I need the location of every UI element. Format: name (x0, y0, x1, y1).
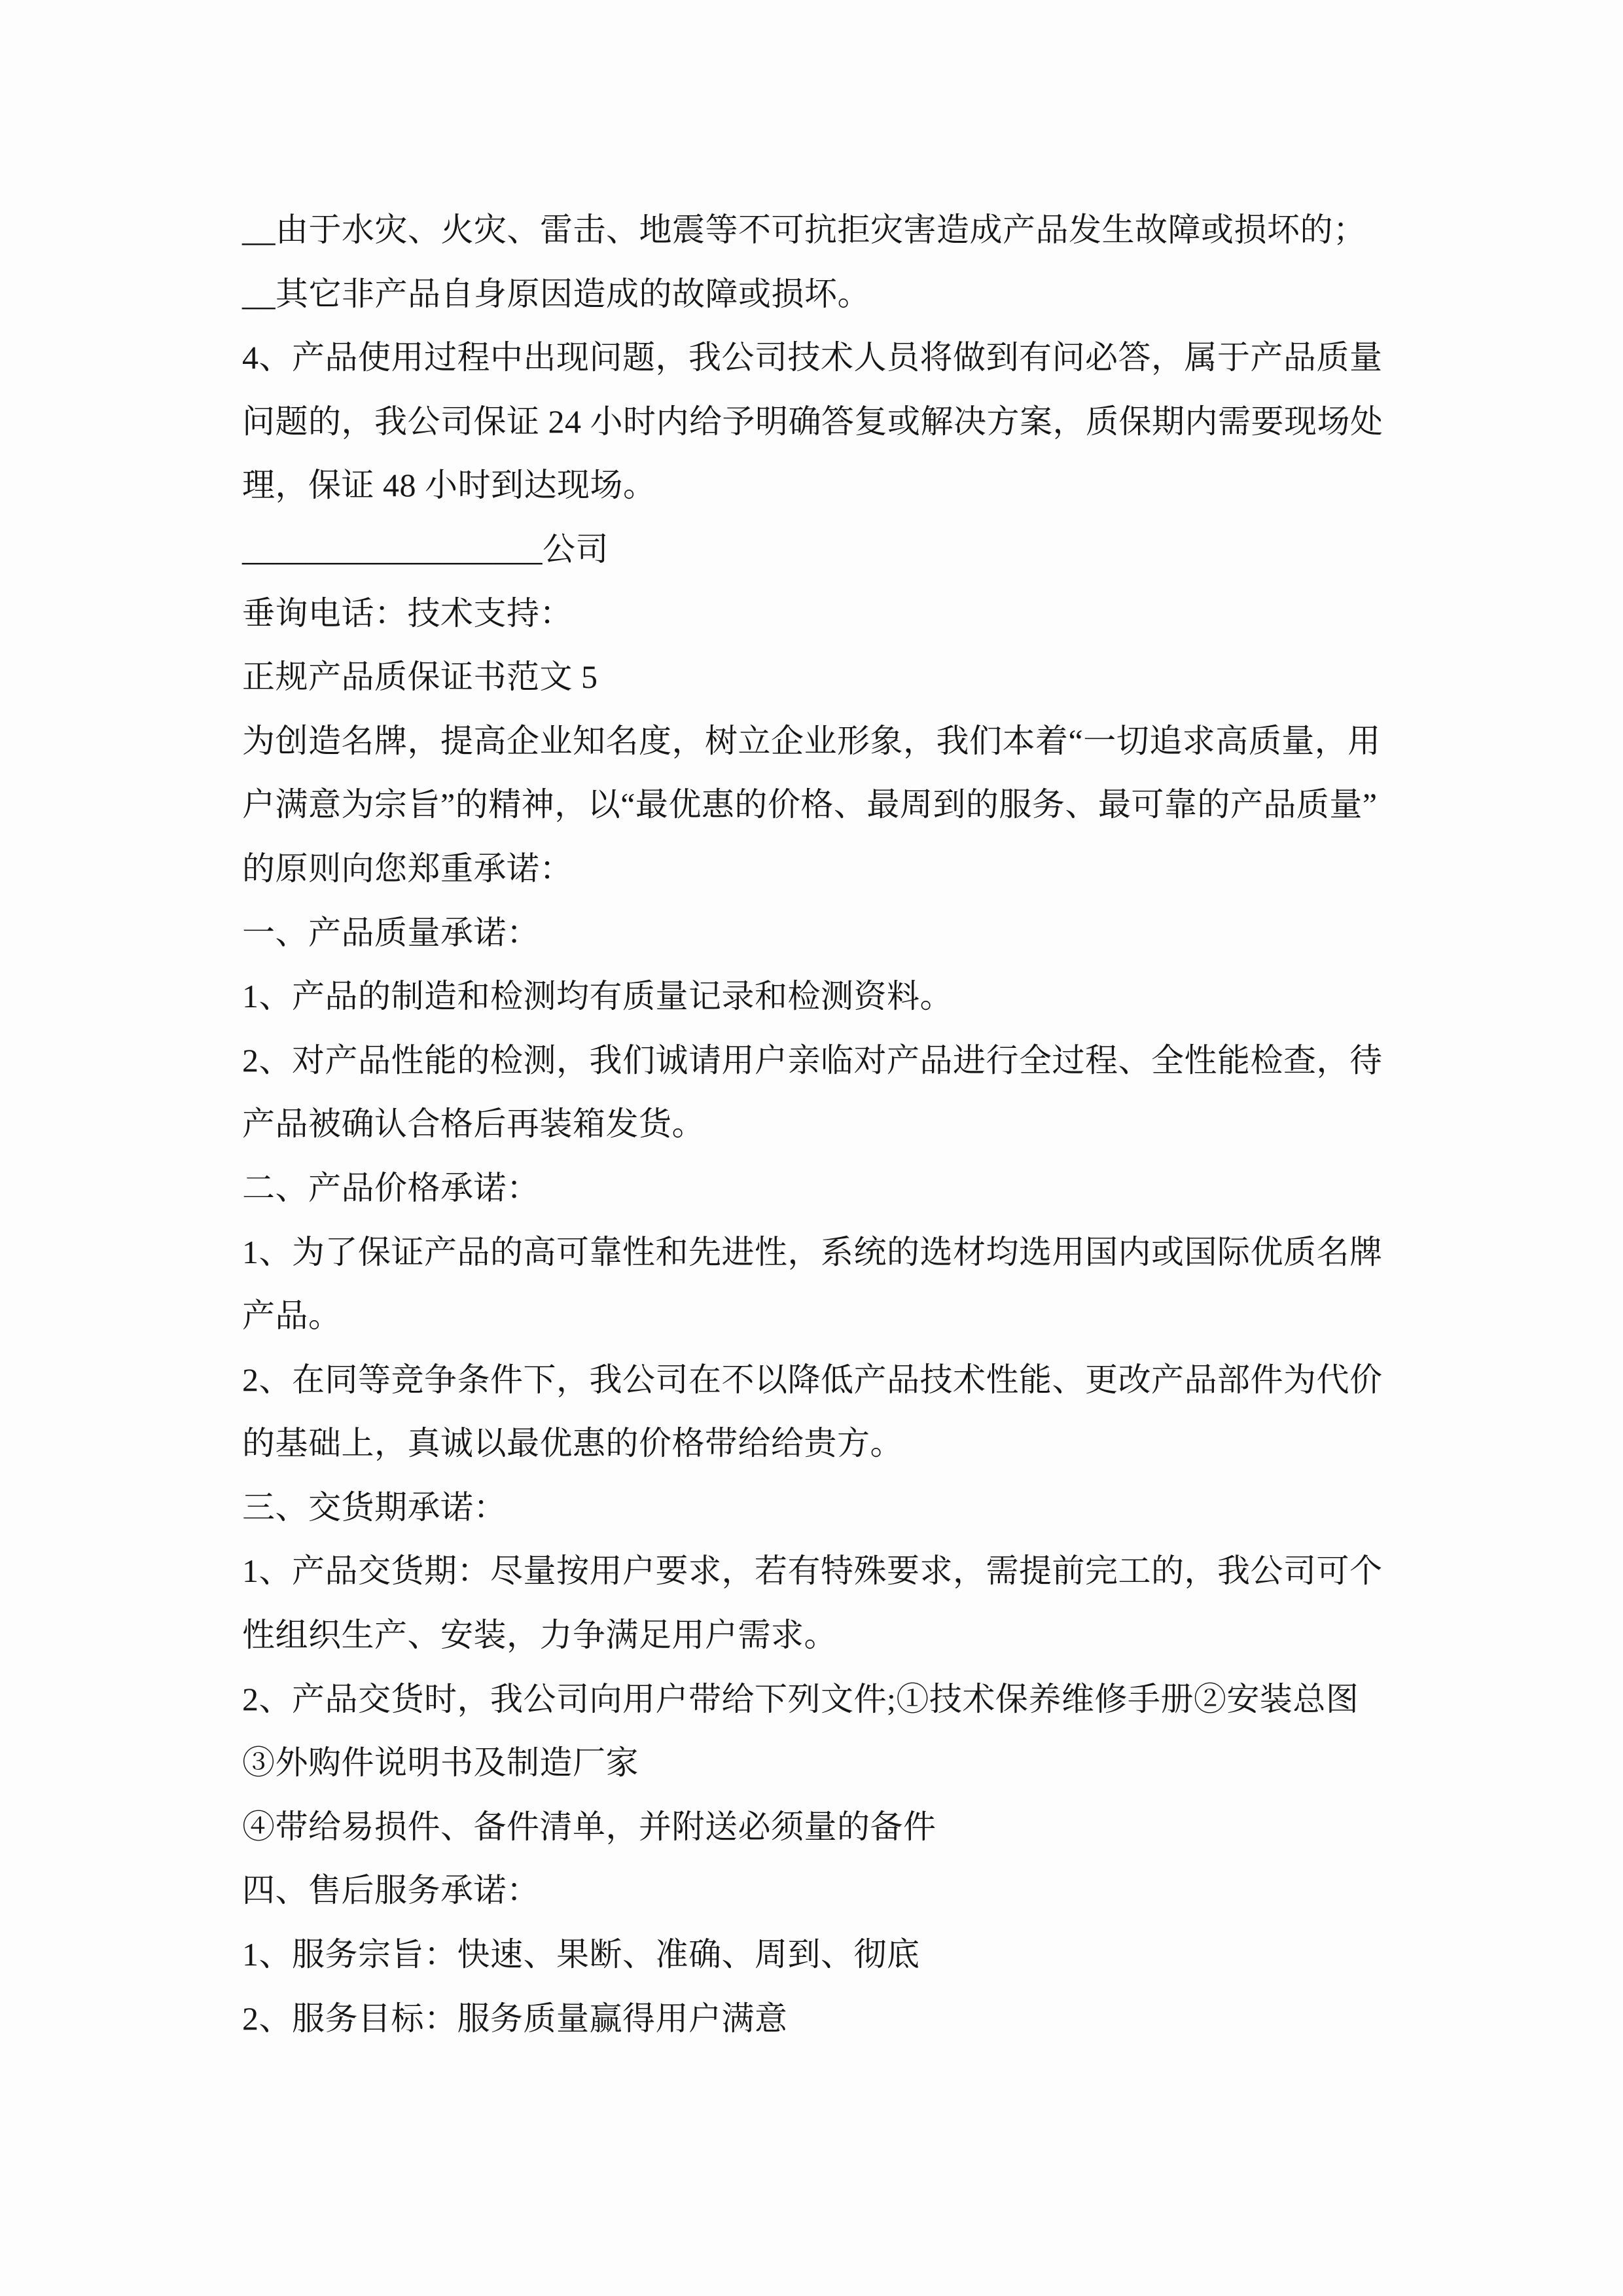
text-line-19: 2、在同等竞争条件下，我公司在不以降低产品技术性能、更改产品部件为代价 (242, 1361, 1383, 1398)
text-line-28: 1、服务宗旨：快速、果断、准确、周到、彻底 (242, 1936, 920, 1973)
text-line-21: 三、交货期承诺： (242, 1488, 507, 1526)
text-line-11: 的原则向您郑重承诺： (242, 850, 573, 887)
text-line-25: ③外购件说明书及制造厂家 (242, 1744, 639, 1782)
text-line-1: __由于水灾、火灾、雷击、地震等不可抗拒灾害造成产品发生故障或损坏的； (242, 211, 1366, 248)
text-line-12: 一、产品质量承诺： (242, 914, 540, 951)
text-line-16: 二、产品价格承诺： (242, 1169, 540, 1206)
text-line-10: 户满意为宗旨”的精神，以“最优惠的价格、最周到的服务、最可靠的产品质量” (242, 786, 1378, 823)
text-line-5: 理，保证 48 小时到达现场。 (242, 467, 656, 504)
text-line-2: __其它非产品自身原因造成的故障或损坏。 (242, 275, 870, 312)
text-line-14: 2、对产品性能的检测，我们诚请用户亲临对产品进行全过程、全性能检查，待 (242, 1041, 1383, 1079)
text-line-6: __________________公司 (242, 530, 609, 567)
text-line-9: 为创造名牌，提高企业知名度，树立企业形象，我们本着“一切追求高质量，用 (242, 722, 1381, 759)
text-line-20: 的基础上，真诚以最优惠的价格带给给贵方。 (242, 1425, 903, 1462)
text-line-7: 垂询电话：技术支持： (242, 594, 573, 632)
text-line-4: 问题的，我公司保证 24 小时内给予明确答复或解决方案，质保期内需要现场处 (242, 403, 1383, 440)
text-line-17: 1、为了保证产品的高可靠性和先进性，系统的选材均选用国内或国际优质名牌 (242, 1233, 1383, 1270)
text-line-8: 正规产品质保证书范文 5 (242, 658, 598, 696)
text-line-23: 性组织生产、安装，力争满足用户需求。 (242, 1617, 837, 1654)
text-line-18: 产品。 (242, 1297, 342, 1335)
text-line-13: 1、产品的制造和检测均有质量记录和检测资料。 (242, 978, 953, 1015)
text-line-26: ④带给易损件、备件清单，并附送必须量的备件 (242, 1808, 936, 1845)
document-text-block (242, 198, 1381, 2051)
text-line-3: 4、产品使用过程中出现问题，我公司技术人员将做到有问必答，属于产品质量 (242, 339, 1383, 376)
text-line-15: 产品被确认合格后再装箱发货。 (242, 1105, 705, 1143)
text-line-29: 2、服务目标：服务质量赢得用户满意 (242, 2000, 788, 2037)
text-line-24: 2、产品交货时，我公司向用户带给下列文件;①技术保养维修手册②安装总图 (242, 1680, 1359, 1717)
text-line-22: 1、产品交货期：尽量按用户要求，若有特殊要求，需提前完工的，我公司可个 (242, 1552, 1383, 1590)
text-line-27: 四、售后服务承诺： (242, 1872, 540, 1909)
